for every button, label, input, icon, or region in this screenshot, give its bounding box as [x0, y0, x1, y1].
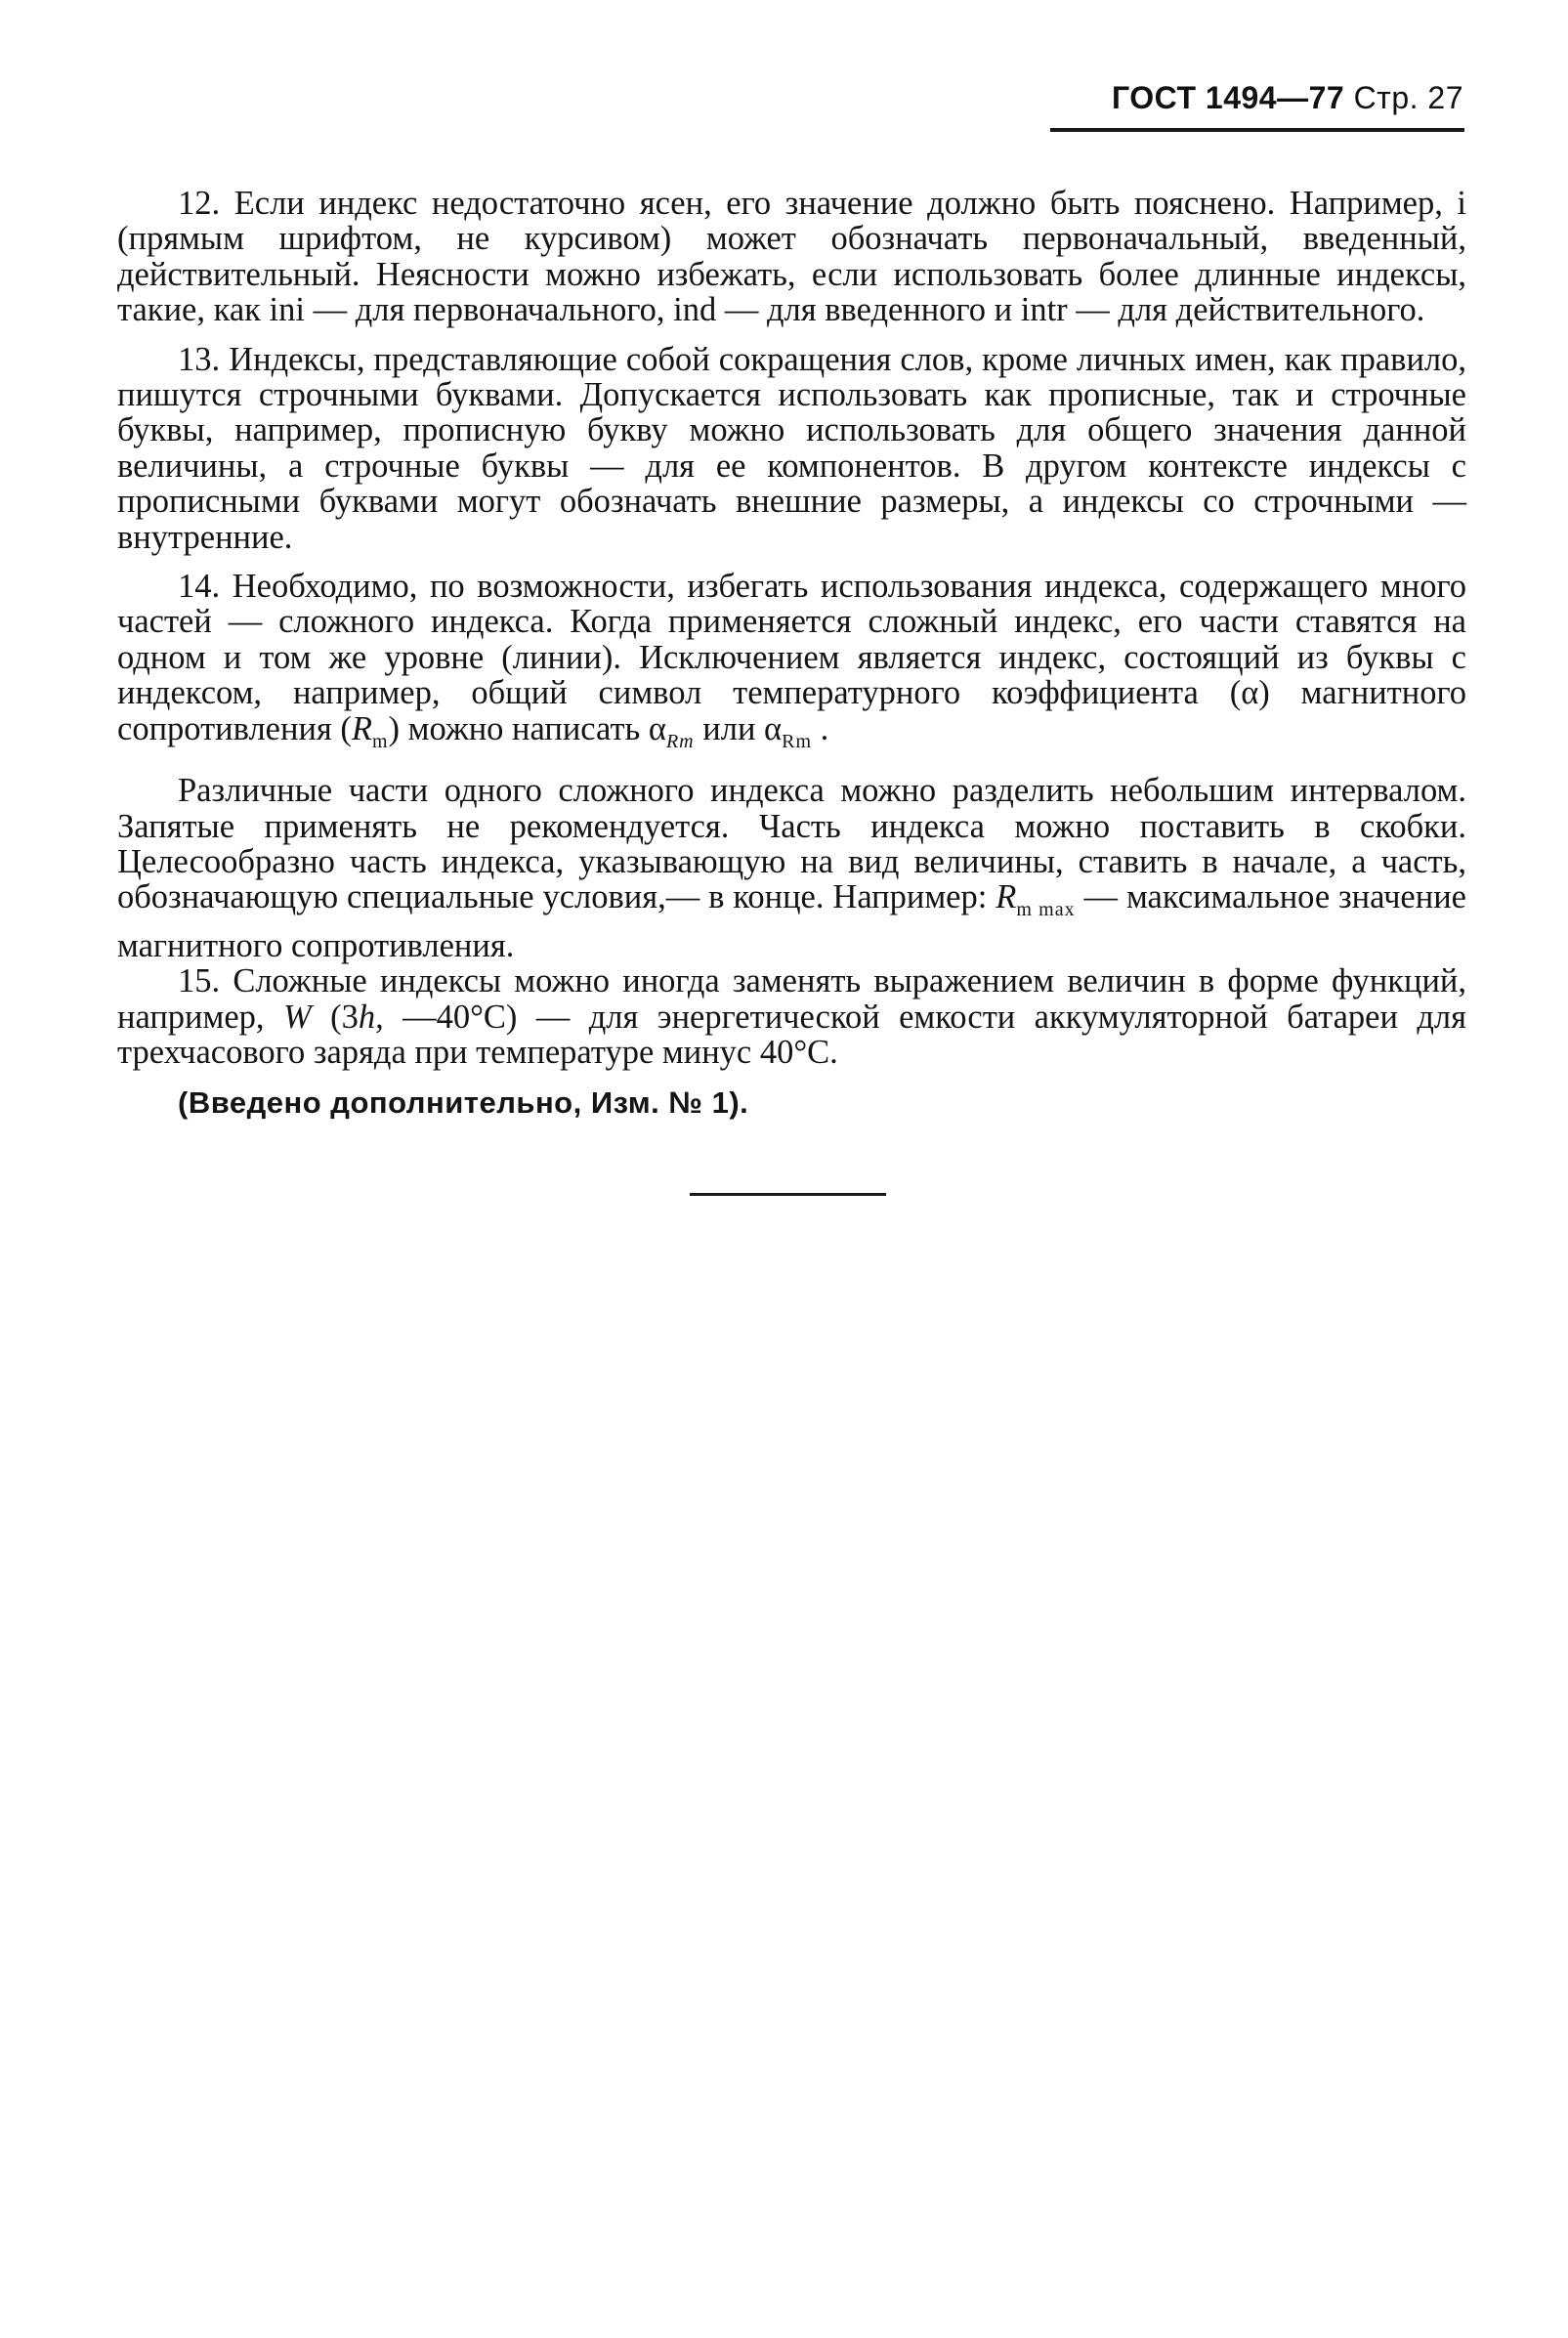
alpha-subscript-1: Rm: [665, 730, 695, 752]
symbol-r-subscript: m: [371, 730, 389, 752]
paragraph-15: [117, 963, 1466, 1070]
paragraph-14-or: или α: [694, 709, 783, 747]
symbol-r-max-subscript: m max: [1016, 899, 1076, 921]
amendment-note: (Введено дополнительно, Изм. № 1).: [178, 1085, 749, 1121]
body-text: [117, 186, 1466, 1152]
symbol-r: R: [351, 709, 372, 747]
paragraph-14-mid: ) можно написать α: [388, 709, 666, 747]
symbol-h: h,: [358, 998, 384, 1036]
paragraph-14-text: 14. Необходимо, по возможности, избегать использования индекса, содержащего много частей — сложного индекса. Когда применяется сложный индекс, его части ставятся на одном и том же уровне (линии). Исключением является индекс, состоящий из буквы с индексом, например, общий символ температурного коэффициента (α) магнитного сопротивления (: [117, 568, 1466, 747]
paragraph-13: 13. Индексы, представляющие собой сокращения слов, кроме личных имен, как правило, пишутся строчными буквами. Допускается использовать как прописные, так и строчные буквы, например, прописную букву можно использовать для общего значения данной величины, а строчные буквы — для ее компонентов. В другом контексте индексы с прописными буквами могут обозначать внешние размеры, а индексы со строчными — внутренние.: [117, 340, 1466, 556]
paragraph-15-args-open: (3: [311, 998, 359, 1036]
page-number: Стр. 27: [1353, 80, 1463, 115]
alpha-subscript-2: Rm: [782, 730, 813, 752]
standard-number: ГОСТ 1494—77: [1112, 80, 1345, 115]
paragraph-14: [117, 569, 1466, 759]
symbol-r-max: R: [996, 878, 1017, 916]
page-header: [1112, 80, 1463, 116]
paragraph-15-after: —40°С) — для энергетической емкости аккумуляторной батареи для трехчасового заряда при температуре минус 40°С.: [117, 998, 1466, 1071]
header-rule: [1050, 128, 1464, 132]
end-rule: [690, 1193, 886, 1196]
paragraph-14b-after: — максимальное значение магнитного сопротивления.: [117, 878, 1466, 964]
paragraph-15-text: 15. Сложные индексы можно иногда заменять выражением величин в форме функций, например,: [117, 962, 1466, 1036]
paragraph-14-continued: [117, 773, 1466, 963]
paragraph-14-end: .: [812, 709, 829, 747]
paragraph-14b-text: Различные части одного сложного индекса можно разделить небольшим интервалом. Запятые применять не рекомендуется. Часть индекса можно поставить в скобки. Целесообразно часть индекса, указывающую на вид величины, ставить в начале, а часть, обозначающую специальные условия,— в конце. Например:: [117, 772, 1466, 916]
symbol-w: W: [282, 998, 312, 1036]
paragraph-12: 12. Если индекс недостаточно ясен, его значение должно быть пояснено. Например, i (прямым шрифтом, не курсивом) может обозначать первоначальный, введенный, действительный. Неясности можно избежать, если использовать более длинные индексы, такие, как ini — для первоначального, ind — для введенного и intr — для действительного.: [117, 185, 1466, 329]
